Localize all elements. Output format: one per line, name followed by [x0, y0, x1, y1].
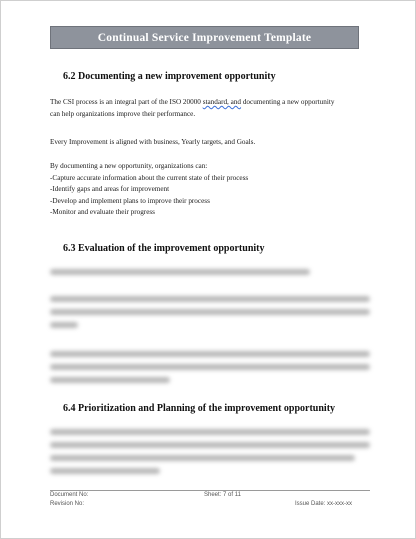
blurred-paragraph — [50, 269, 370, 282]
blurred-paragraph — [50, 351, 370, 390]
para1-link-text: standard, and — [202, 98, 242, 106]
blurred-paragraph — [50, 296, 370, 335]
list-item: -Develop and implement plans to improve their process — [50, 196, 210, 205]
blurred-paragraph — [50, 429, 370, 481]
section-heading-6-2: 6.2 Documenting a new improvement opportunity — [63, 71, 276, 82]
section-heading-6-4: 6.4 Prioritization and Planning of the improvement opportunity — [63, 403, 336, 414]
para1-text-b: documenting a new opportunity — [241, 98, 335, 106]
list-intro: By documenting a new opportunity, organizations can: — [50, 162, 208, 170]
document-title: Continual Service Improvement Template — [97, 31, 312, 44]
footer-revision-no: Revision No: — [50, 501, 85, 507]
footer-document-no: Document No: — [50, 492, 89, 498]
benefits-list — [50, 161, 375, 219]
list-item: -Capture accurate information about the current state of their process — [50, 173, 249, 182]
list-item: -Identify gaps and areas for improvement — [50, 185, 170, 193]
list-item: -Monitor and evaluate their progress — [50, 208, 155, 216]
footer-issue-date: Issue Date: xx-xxx-xx — [295, 501, 353, 507]
para1-line2: can help organizations improve their performance. — [50, 109, 196, 118]
section-heading-6-3: 6.3 Evaluation of the improvement opportunity — [63, 243, 265, 254]
para2-text: Every Improvement is aligned with business, Yearly targets, and Goals. — [50, 138, 256, 146]
para1-text-a: The CSI process is an integral part of the ISO 20000 — [50, 98, 203, 106]
footer-sheet: Sheet: 7 of 11 — [204, 492, 241, 498]
paragraph-csi-intro — [50, 97, 375, 120]
document-title-banner — [50, 26, 359, 49]
footer-divider — [50, 490, 370, 491]
paragraph-alignment — [50, 137, 375, 149]
